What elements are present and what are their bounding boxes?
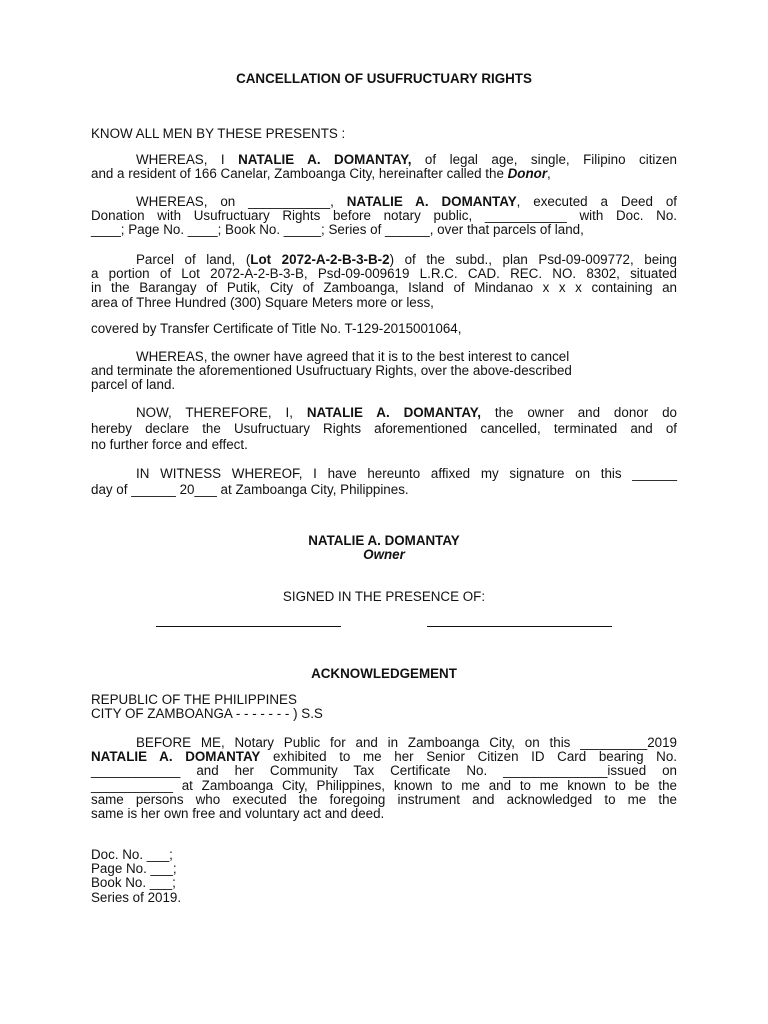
series-year: Series of 2019. bbox=[91, 889, 182, 905]
p2-line-1: WHEREAS, on ___________, NATALIE A. DOMANTAY, executed a Deed of bbox=[136, 194, 677, 209]
ack-line-1: BEFORE ME, Notary Public for and in Zamboanga City, on this _________2019 bbox=[136, 735, 677, 750]
parcel-paragraph bbox=[91, 253, 677, 310]
whereas-paragraph-2 bbox=[91, 195, 677, 238]
document-title bbox=[91, 72, 677, 86]
ack-line-5: same persons who executed the foregoing instrument and acknowledged to me the bbox=[91, 791, 677, 807]
witness-paragraph bbox=[91, 466, 677, 498]
title-certificate-line: covered by Transfer Certificate of Title No. T-129-2015001064, bbox=[91, 321, 462, 336]
p5-line-3: parcel of land. bbox=[91, 377, 176, 393]
venue-city: CITY OF ZAMBOANGA - - - - - - - ) S.S bbox=[91, 706, 323, 722]
donor-name: NATALIE A. DOMANTAY, bbox=[238, 152, 412, 167]
donor-term: Donor bbox=[507, 166, 548, 182]
lot-number: Lot 2072-A-2-B-3-B-2 bbox=[250, 252, 390, 267]
witness-signature-line-2 bbox=[427, 626, 612, 627]
p7-line-1: IN WITNESS WHEREOF, I have hereunto affixed my signature on this ______ bbox=[136, 466, 677, 481]
acknowledgement-paragraph bbox=[91, 736, 677, 821]
ack-line-2: NATALIE A. DOMANTAY exhibited to me her Senior Citizen ID Card bearing No. bbox=[91, 749, 677, 765]
salutation: KNOW ALL MEN BY THESE PRESENTS : bbox=[91, 126, 346, 141]
donor-name: NATALIE A. DOMANTAY, bbox=[306, 405, 481, 420]
witness-signature-line-1 bbox=[156, 626, 341, 627]
whereas-paragraph-3 bbox=[91, 350, 677, 393]
p7-line-2: day of ______ 20___ at Zamboanga City, Philippines. bbox=[91, 482, 409, 497]
notarial-register-block bbox=[91, 848, 677, 905]
acknowledgement-heading: ACKNOWLEDGEMENT bbox=[311, 666, 457, 681]
p2-line-3: ____; Page No. ____; Book No. _____; Series of ______, over that parcels of land, bbox=[91, 222, 584, 238]
donor-name: NATALIE A. DOMANTAY bbox=[346, 194, 517, 209]
ack-line-6: same is her own free and voluntary act and deed. bbox=[91, 806, 385, 822]
ack-line-3: ____________ and her Community Tax Certificate No. ______________issued on bbox=[91, 763, 677, 779]
doc-number: Doc. No. ___; bbox=[91, 847, 173, 862]
p5-line-2: and terminate the aforementioned Usufructuary Rights, over the above-described bbox=[91, 363, 572, 379]
whereas-paragraph-1 bbox=[91, 153, 677, 181]
page-number: Page No. ___; bbox=[91, 861, 177, 877]
witness-heading: SIGNED IN THE PRESENCE OF: bbox=[282, 589, 486, 604]
p3-line-4: area of Three Hundred (300) Square Meters more or less, bbox=[91, 294, 434, 310]
p3-line-3: in the Barangay of Putik, City of Zamboanga, Island of Mindanao x x x containing an bbox=[91, 280, 677, 296]
venue-block bbox=[91, 693, 677, 721]
p5-line-1: WHEREAS, the owner have agreed that it is to the best interest to cancel bbox=[136, 349, 570, 364]
donor-name: NATALIE A. DOMANTAY bbox=[91, 749, 261, 765]
p6-line-2: hereby declare the Usufructuary Rights aforementioned cancelled, terminated and of bbox=[91, 421, 677, 436]
signatory-name: NATALIE A. DOMANTAY bbox=[308, 533, 460, 548]
declaration-paragraph bbox=[91, 405, 677, 453]
signatory-role: Owner bbox=[363, 547, 405, 563]
p6-line-3: no further force and effect. bbox=[91, 437, 248, 452]
book-number: Book No. ___; bbox=[91, 875, 176, 891]
p3-line-2: a portion of Lot 2072-A-2-B-3-B, Psd-09-009619 L.R.C. CAD. REC. NO. 8302, situated bbox=[91, 266, 677, 282]
p3-line-1: Parcel of land, (Lot 2072-A-2-B-3-B-2) of the subd., plan Psd-09-009772, being bbox=[136, 252, 678, 267]
p6-line-1: NOW, THEREFORE, I, NATALIE A. DOMANTAY, the owner and donor do bbox=[136, 405, 677, 420]
p1-line-2: and a resident of 166 Canelar, Zamboanga City, hereinafter called the Donor, bbox=[91, 166, 551, 182]
signatory-block bbox=[91, 534, 677, 562]
p2-line-2: Donation with Usufructuary Rights before notary public, ___________ with Doc. No. bbox=[91, 208, 677, 224]
title-text: CANCELLATION OF USUFRUCTUARY RIGHTS bbox=[236, 71, 532, 86]
p1-line-1: WHEREAS, I NATALIE A. DOMANTAY, of legal age, single, Filipino citizen bbox=[136, 152, 677, 167]
ack-line-4: ___________ at Zamboanga City, Philippines, known to me and to me known to be the bbox=[91, 777, 677, 793]
venue-country: REPUBLIC OF THE PHILIPPINES bbox=[91, 692, 297, 707]
